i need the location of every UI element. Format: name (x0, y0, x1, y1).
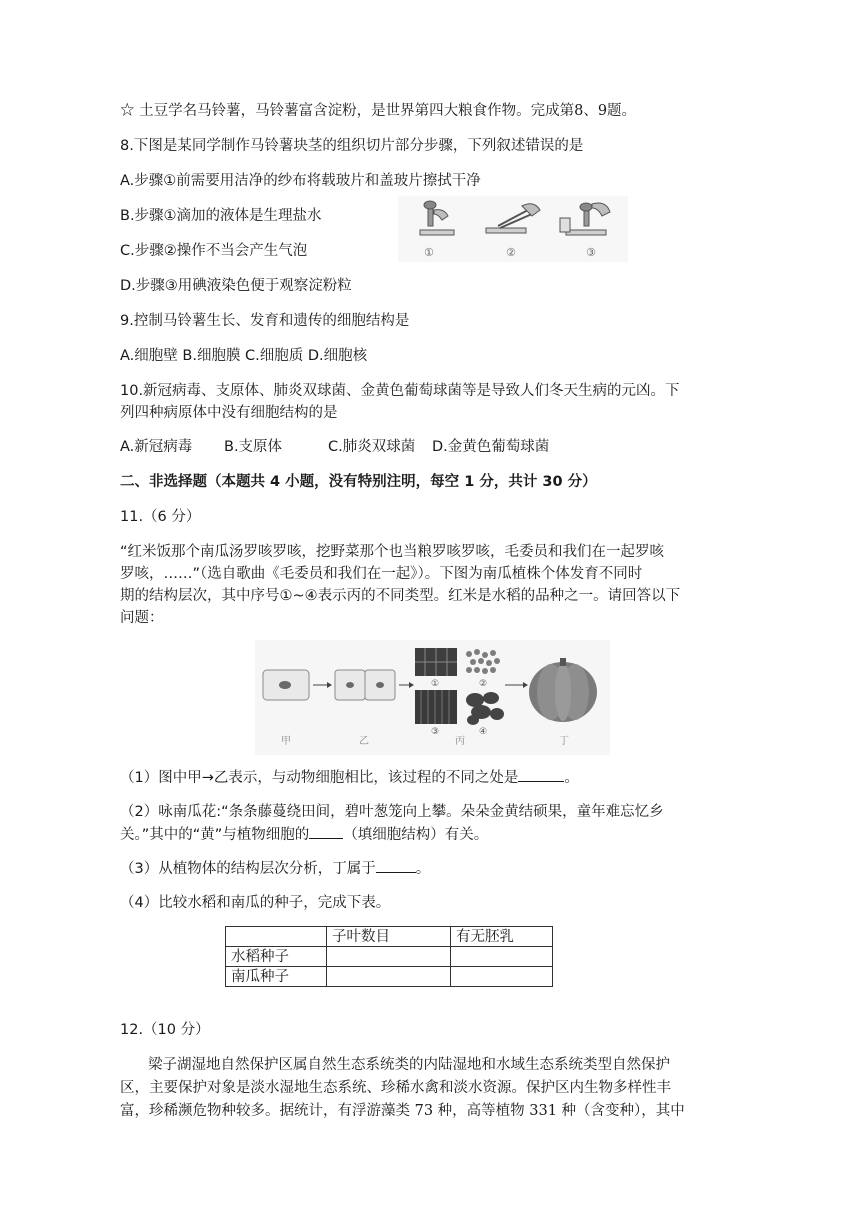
label-ding: 丁 (559, 736, 569, 747)
pumpkin-levels-figure (255, 640, 610, 755)
q9-options: A.细胞壁 B.细胞膜 C.细胞质 D.细胞核 (120, 348, 368, 364)
table-cell-answer[interactable] (327, 967, 451, 987)
q11-sub3-text: （3）从植物体的结构层次分析，丁属于 (120, 861, 376, 877)
cell-jia-icon (263, 670, 309, 700)
q11-sub1-text: （1）图中甲→乙表示，与动物细胞相比，该过程的不同之处是 (120, 770, 519, 786)
q11-passage-line3: 期的结构层次，其中序号①~④表示丙的不同类型。红米是水稻的品种之一。请回答以下 (120, 588, 681, 604)
q11-sub2-text: 关。”其中的“黄”与植物细胞的 (120, 827, 310, 843)
q11-header: 11.（6 分） (120, 509, 201, 525)
label-n2: ② (479, 679, 488, 689)
table-cell-answer[interactable] (327, 947, 451, 967)
step3-label: ③ (586, 246, 596, 259)
table-header-cell: 有无胚乳 (451, 927, 553, 947)
slide-steps-illustration (398, 196, 628, 262)
q11-sub2-blank[interactable] (309, 824, 343, 839)
q12-passage-line1: 梁子湖湿地自然保护区属自然生态系统类的内陆湿地和水域生态系统类型自然保护 (148, 1057, 670, 1073)
slide-steps-figure (398, 196, 628, 262)
q8-stem: 8.下图是某同学制作马铃薯块茎的组织切片部分步骤，下列叙述错误的是 (120, 138, 584, 154)
label-jia: 甲 (281, 736, 291, 747)
q11-sub3 (120, 858, 430, 879)
q8-option-b: B.步骤①滴加的液体是生理盐水 (120, 208, 322, 224)
q10-stem-line2: 列四种病原体中没有细胞结构的是 (120, 405, 338, 421)
label-n4: ④ (479, 727, 488, 737)
q12-header: 12.（10 分） (120, 1022, 210, 1038)
q10-stem-line1: 10.新冠病毒、支原体、肺炎双球菌、金黄色葡萄球菌等是导致人们冬天生病的元凶。下 (120, 383, 680, 399)
q11-sub1-blank[interactable] (518, 767, 564, 782)
tissue-3-icon (415, 690, 457, 724)
cell-yi-icon (335, 670, 395, 700)
seed-comparison-table (225, 926, 553, 987)
q11-sub1 (120, 767, 579, 788)
q11-passage-line1: “红米饭那个南瓜汤罗咳罗咳，挖野菜那个也当粮罗咳罗咳，毛委员和我们在一起罗咳 (120, 544, 665, 560)
table-row (226, 947, 553, 967)
intro-text: ☆ 土豆学名马铃薯，马铃薯富含淀粉，是世界第四大粮食作物。完成第8、9题。 (120, 103, 637, 119)
q11-sub3-end: 。 (415, 861, 431, 877)
table-row (226, 967, 553, 987)
table-row-label: 南瓜种子 (226, 967, 327, 987)
q11-sub1-end: 。 (564, 770, 579, 786)
q10-option-c: C.肺炎双球菌 (328, 439, 416, 455)
q11-sub2-line2 (120, 824, 488, 845)
q11-sub2-end: （填细胞结构）有关。 (343, 827, 489, 843)
q10-option-d: D.金黄色葡萄球菌 (432, 439, 550, 455)
q8-option-a: A.步骤①前需要用洁净的纱布将载玻片和盖玻片擦拭干净 (120, 173, 481, 189)
table-cell-answer[interactable] (451, 947, 553, 967)
table-header-cell: 子叶数目 (327, 927, 451, 947)
table-cell-answer[interactable] (451, 967, 553, 987)
q11-sub4: （4）比较水稻和南瓜的种子，完成下表。 (120, 895, 391, 911)
label-n1: ① (431, 679, 440, 689)
tissue-1-icon (415, 648, 457, 676)
q10-option-b: B.支原体 (224, 439, 283, 455)
section2-heading: 二、非选择题（本题共 4 小题，没有特别注明，每空 1 分，共计 30 分） (120, 474, 597, 490)
step1-label: ① (424, 246, 434, 259)
table-header-row (226, 927, 553, 947)
q11-passage-line4: 问题： (120, 610, 164, 626)
q9-stem: 9.控制马铃薯生长、发育和遗传的细胞结构是 (120, 313, 410, 329)
label-n3: ③ (431, 727, 440, 737)
q11-passage-line2: 罗咳，……”（选自歌曲《毛委员和我们在一起》）。下图为南瓜植株个体发育不同时 (120, 566, 643, 582)
q12-passage-line3: 富，珍稀濒危物种较多。据统计，有浮游藻类 73 种，高等植物 331 种（含变种），其中 (120, 1103, 685, 1119)
q11-sub2-line1: （2）咏南瓜花:“条条藤蔓绕田间，碧叶葱笼向上攀。朵朵金黄结硕果，童年难忘忆乡 (120, 804, 664, 820)
label-bing: 丙 (455, 736, 465, 747)
q10-option-a: A.新冠病毒 (120, 439, 193, 455)
q11-sub3-blank[interactable] (376, 858, 416, 873)
q8-option-c: C.步骤②操作不当会产生气泡 (120, 243, 308, 259)
label-yi: 乙 (359, 736, 369, 747)
table-row-label: 水稻种子 (226, 947, 327, 967)
q8-option-d: D.步骤③用碘液染色便于观察淀粉粒 (120, 278, 352, 294)
step2-label: ② (506, 246, 516, 259)
pumpkin-levels-illustration (255, 640, 610, 755)
table-header-cell (226, 927, 327, 947)
q12-passage-line2: 区，主要保护对象是淡水湿地生态系统、珍稀水禽和淡水资源。保护区内生物多样性丰 (120, 1080, 671, 1096)
